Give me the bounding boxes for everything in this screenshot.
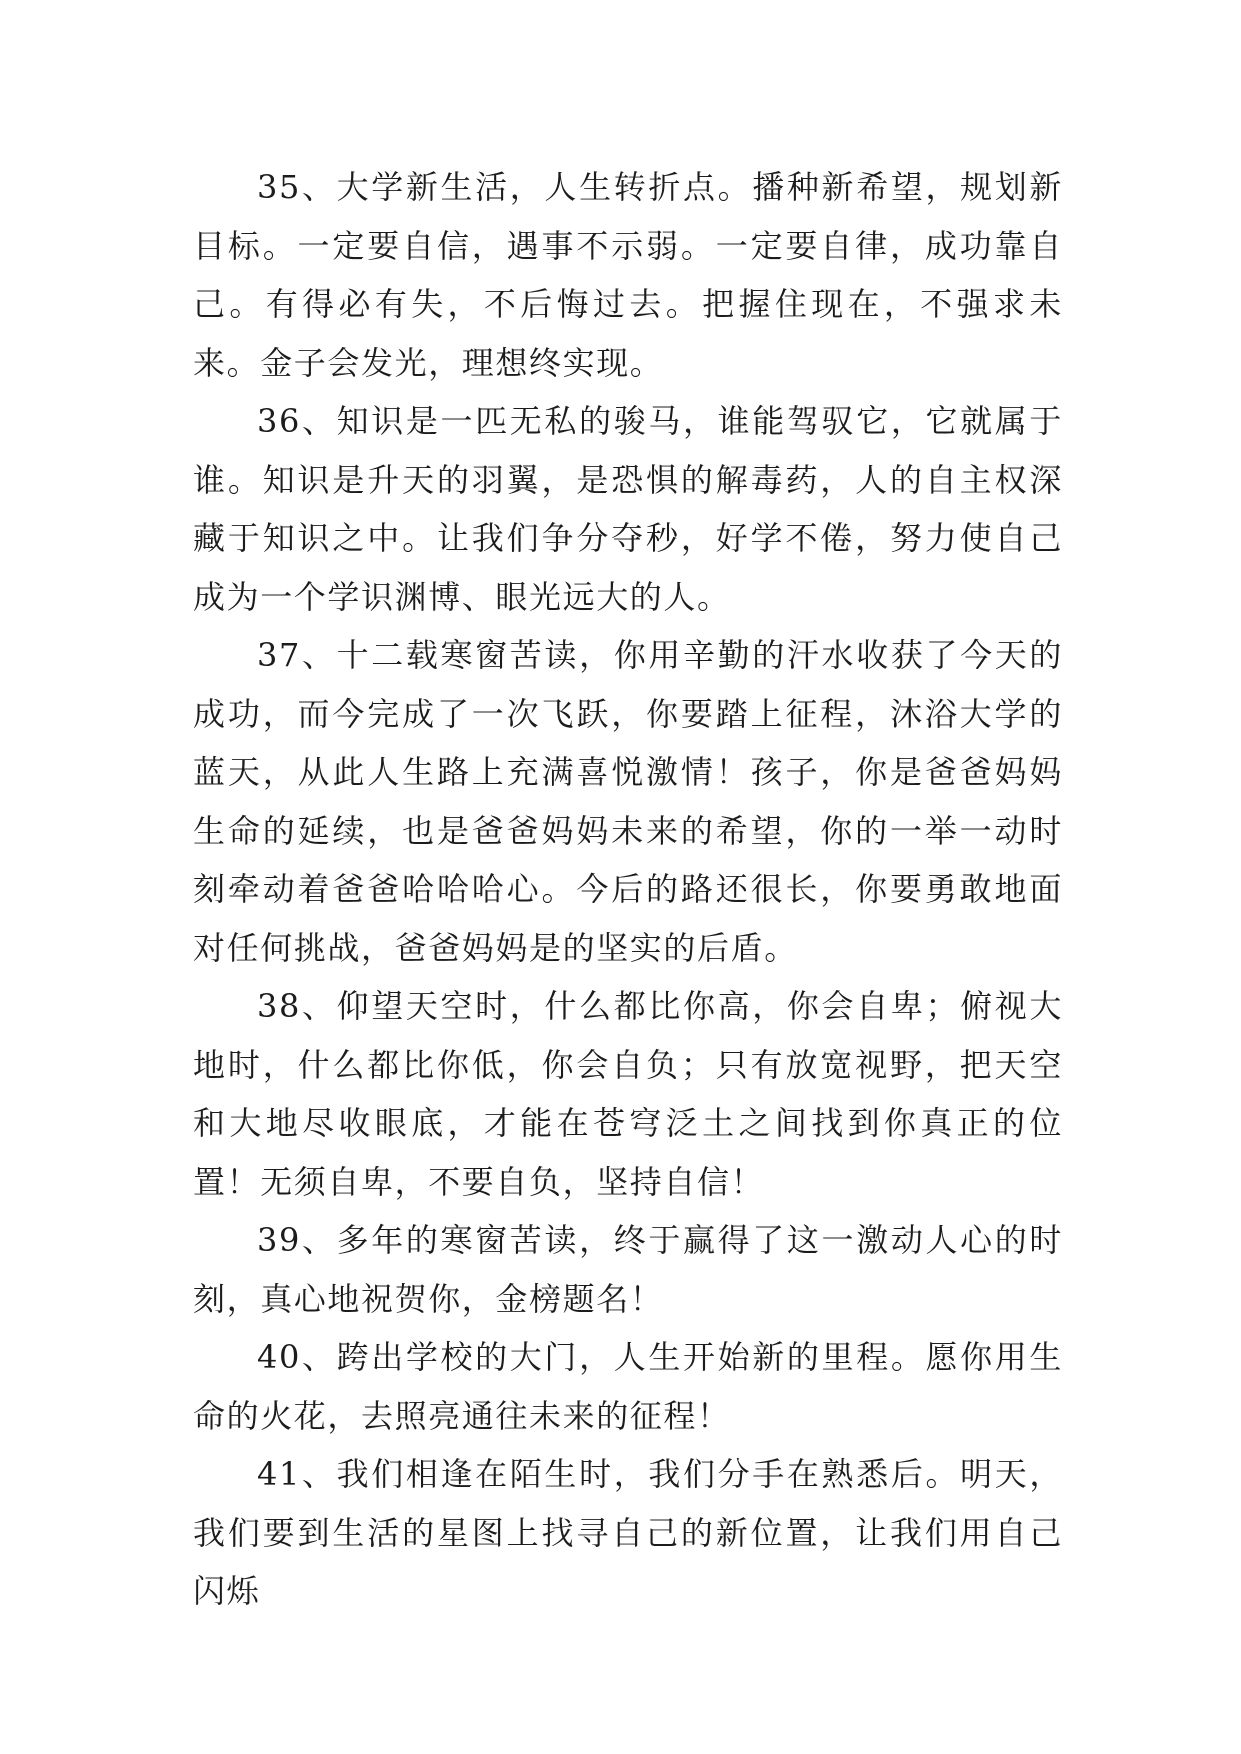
paragraph-40: 40、跨出学校的大门，人生开始新的里程。愿你用生命的火花，去照亮通往未来的征程！ [193, 1338, 1063, 1435]
paragraph-35: 35、大学新生活，人生转折点。播种新希望，规划新目标。一定要自信，遇事不示弱。一定要自律，成功靠自己。有得必有失，不后悔过去。把握住现在，不强求未来。金子会发光，理想终实现。 [193, 168, 1063, 382]
paragraph-38: 38、仰望天空时，什么都比你高，你会自卑；俯视大地时，什么都比你低，你会自负；只有放宽视野，把天空和大地尽收眼底，才能在苍穹泛土之间找到你真正的位置！无须自卑，不要自负，坚持自信！ [193, 987, 1063, 1201]
paragraph-37: 37、十二载寒窗苦读，你用辛勤的汗水收获了今天的成功，而今完成了一次飞跃，你要踏上征程，沐浴大学的蓝天，从此人生路上充满喜悦激情！孩子，你是爸爸妈妈生命的延续，也是爸爸妈妈未来的希望，你的一举一动时刻牵动着爸爸哈哈哈心。今后的路还很长，你要勇敢地面对任何挑战，爸爸妈妈是的坚实的后盾。 [193, 636, 1063, 967]
paragraph-36: 36、知识是一匹无私的骏马，谁能驾驭它，它就属于谁。知识是升天的羽翼，是恐惧的解毒药，人的自主权深藏于知识之中。让我们争分夺秒，好学不倦，努力使自己成为一个学识渊博、眼光远大的人。 [193, 402, 1063, 616]
document-body [193, 158, 1063, 1621]
paragraph-39: 39、多年的寒窗苦读，终于赢得了这一激动人心的时刻，真心地祝贺你，金榜题名！ [193, 1221, 1063, 1318]
paragraph-41: 41、我们相逢在陌生时，我们分手在熟悉后。明天，我们要到生活的星图上找寻自己的新位置，让我们用自己闪烁 [193, 1455, 1063, 1610]
